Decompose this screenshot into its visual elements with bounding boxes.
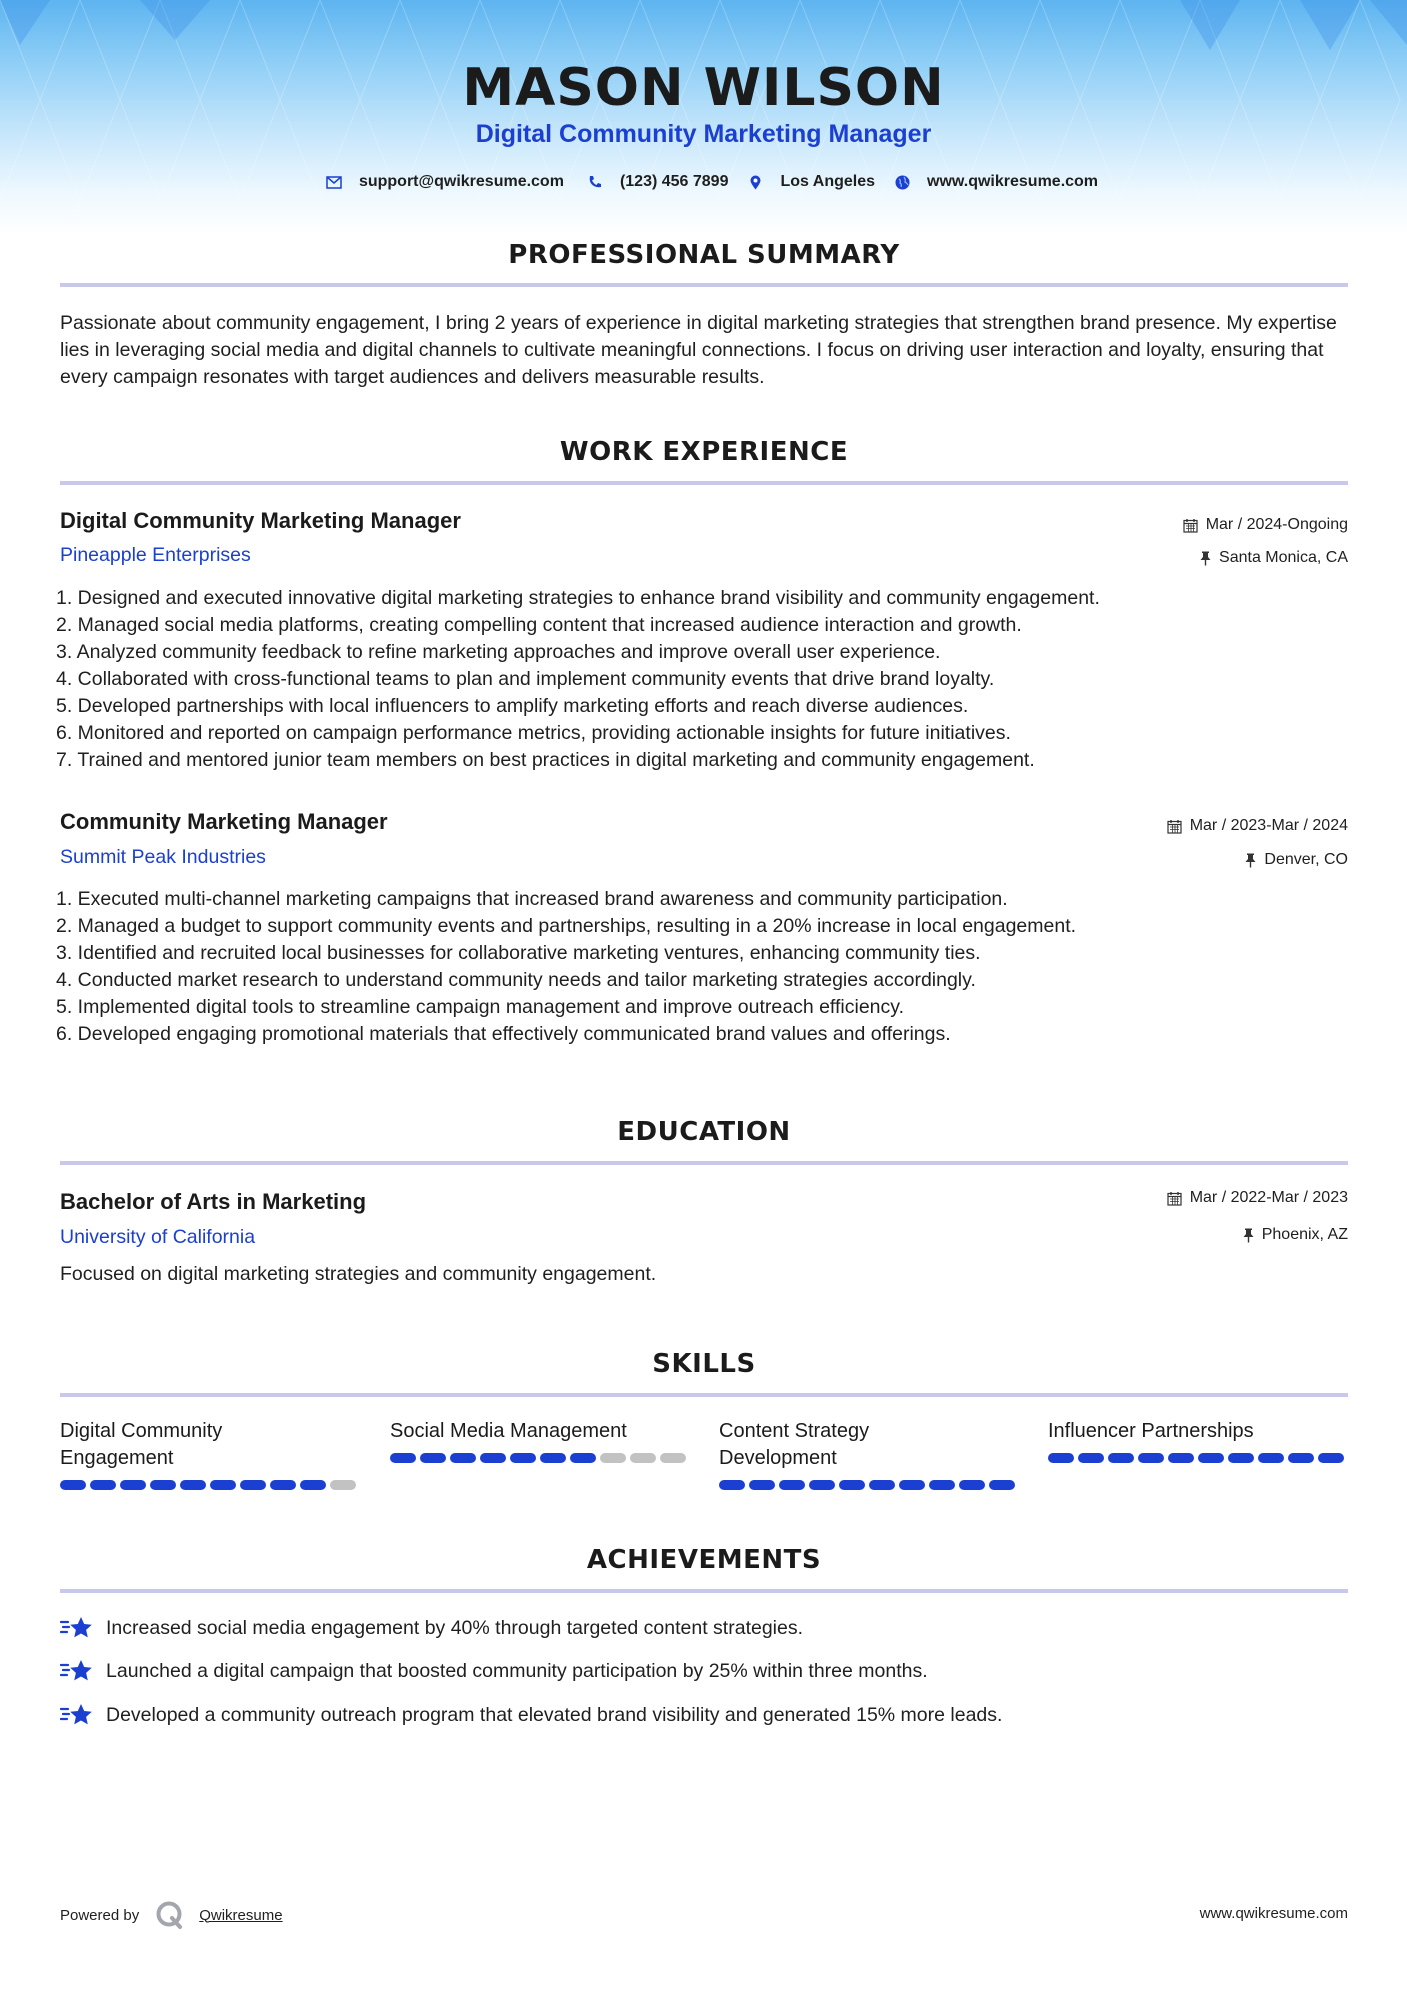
skill-rating (60, 1480, 360, 1490)
skill-item (719, 1418, 1019, 1490)
rating-dot-filled (570, 1453, 596, 1463)
qwikresume-link[interactable]: Qwikresume (199, 1906, 283, 1924)
rating-dot-empty (660, 1453, 686, 1463)
education-dates (1167, 1189, 1348, 1207)
list-item: 4. Conducted market research to understand community needs and tailor marketing strategies accordingly. (56, 969, 976, 991)
star-icon (60, 1657, 94, 1685)
education-location-text: Phoenix, AZ (1261, 1226, 1348, 1243)
phone-icon (586, 173, 604, 191)
rating-dot-filled (60, 1480, 86, 1490)
section-divider (60, 481, 1348, 485)
job-location-text: Santa Monica, CA (1219, 549, 1348, 566)
skill-rating (1048, 1453, 1348, 1463)
job-dates (1167, 817, 1348, 835)
rating-dot-filled (1048, 1453, 1074, 1463)
school-name: University of California (60, 1226, 256, 1248)
achievement-text: Increased social media engagement by 40% through targeted content strategies. (106, 1616, 804, 1639)
degree-title: Bachelor of Arts in Marketing (60, 1189, 367, 1214)
section-divider (60, 1589, 1348, 1593)
rating-dot-filled (779, 1480, 805, 1490)
skill-name-line: Content Strategy (719, 1420, 870, 1442)
rating-dot-filled (959, 1480, 985, 1490)
skill-item (390, 1418, 690, 1463)
powered-by-label: Powered by (60, 1906, 140, 1924)
pushpin-icon (1243, 1228, 1254, 1243)
education-description: Focused on digital marketing strategies and community engagement. (60, 1263, 657, 1285)
globe-icon (893, 173, 911, 191)
rating-dot-filled (1078, 1453, 1104, 1463)
achievement-item (60, 1701, 1002, 1729)
list-item: 6. Monitored and reported on campaign performance metrics, providing actionable insights for future initiatives. (56, 722, 1011, 744)
achievement-item (60, 1614, 803, 1642)
list-item: 3. Analyzed community feedback to refine marketing approaches and improve overall user experience. (56, 641, 941, 663)
rating-dot-empty (630, 1453, 656, 1463)
skill-rating (390, 1453, 690, 1463)
skill-item (1048, 1418, 1348, 1463)
rating-dot-filled (300, 1480, 326, 1490)
footer-powered-by (60, 1900, 283, 1930)
rating-dot-filled (1138, 1453, 1164, 1463)
rating-dot-filled (1228, 1453, 1254, 1463)
achievements-heading: ACHIEVEMENTS (586, 1545, 822, 1575)
rating-dot-filled (150, 1480, 176, 1490)
contact-phone[interactable] (564, 173, 729, 191)
job-dates-text: Mar / 2023-Mar / 2024 (1189, 817, 1348, 834)
skills-heading: SKILLS (652, 1349, 756, 1379)
skill-name (1048, 1418, 1348, 1445)
contact-bar (0, 173, 1407, 191)
rating-dot-filled (899, 1480, 925, 1490)
experience-heading: WORK EXPERIENCE (559, 437, 849, 467)
list-item: 4. Collaborated with cross-functional teams to plan and implement community events that drive brand loyalty. (56, 668, 995, 690)
candidate-title: Digital Community Marketing Manager (475, 120, 932, 148)
list-item: 1. Executed multi-channel marketing campaigns that increased brand awareness and community participation. (56, 888, 1008, 910)
website-text: www.qwikresume.com (927, 173, 1099, 190)
summary-heading: PROFESSIONAL SUMMARY (508, 240, 900, 270)
rating-dot-filled (719, 1480, 745, 1490)
job-location (1200, 549, 1348, 567)
job-location (1245, 851, 1348, 869)
pushpin-icon (1245, 853, 1256, 868)
pushpin-icon (1200, 551, 1211, 566)
rating-dot-filled (989, 1480, 1015, 1490)
candidate-name: MASON WILSON (462, 58, 945, 118)
rating-dot-filled (210, 1480, 236, 1490)
job-title: Community Marketing Manager (60, 809, 388, 834)
job-bullets (56, 585, 1356, 774)
list-item: 2. Managed social media platforms, creating compelling content that increased audience interaction and growth. (56, 614, 1022, 636)
list-item: 7. Trained and mentored junior team members on best practices in digital marketing and community engagement. (56, 749, 1035, 771)
list-item: 3. Identified and recruited local businesses for collaborative marketing ventures, enhancing community ties. (56, 942, 981, 964)
rating-dot-empty (330, 1480, 356, 1490)
job-dates (1183, 516, 1348, 534)
achievement-text: Launched a digital campaign that boosted community participation by 25% within three months. (106, 1659, 928, 1682)
rating-dot-filled (180, 1480, 206, 1490)
rating-dot-filled (1258, 1453, 1284, 1463)
calendar-icon (1183, 518, 1198, 533)
footer-website[interactable]: www.qwikresume.com (1199, 1905, 1348, 1922)
skill-name (719, 1418, 1019, 1472)
map-pin-icon (746, 173, 764, 191)
skill-rating (719, 1480, 1019, 1490)
summary-text: Passionate about community engagement, I bring 2 years of experience in digital marketing strategies that strengthen brand presence. My expertise lies in leveraging social media and digital channels to cultivate meaningful connections. I focus on driving user interaction and loyalty, ensuring that every campaign resonates with target audiences and delivers measurable results. (60, 312, 1337, 388)
rating-dot-filled (1108, 1453, 1134, 1463)
star-icon (60, 1701, 94, 1729)
email-text: support@qwikresume.com (358, 173, 564, 190)
achievement-text: Developed a community outreach program that elevated brand visibility and generated 15% more leads. (106, 1703, 1003, 1726)
envelope-icon (325, 173, 343, 191)
rating-dot-filled (480, 1453, 506, 1463)
rating-dot-filled (540, 1453, 566, 1463)
rating-dot-filled (90, 1480, 116, 1490)
rating-dot-filled (450, 1453, 476, 1463)
rating-dot-filled (510, 1453, 536, 1463)
rating-dot-filled (420, 1453, 446, 1463)
list-item: 5. Implemented digital tools to streamline campaign management and improve outreach efficiency. (56, 996, 904, 1018)
skill-name-line: Development (719, 1447, 837, 1469)
section-divider (60, 283, 1348, 287)
skill-name-line: Influencer Partnerships (1048, 1420, 1254, 1442)
rating-dot-filled (240, 1480, 266, 1490)
list-item: 5. Developed partnerships with local influencers to amplify marketing efforts and reach diverse audiences. (56, 695, 969, 717)
rating-dot-filled (839, 1480, 865, 1490)
rating-dot-filled (749, 1480, 775, 1490)
list-item: 1. Designed and executed innovative digital marketing strategies to enhance brand visibility and community engagement. (56, 587, 1100, 609)
rating-dot-filled (1318, 1453, 1344, 1463)
list-item: 6. Developed engaging promotional materials that effectively communicated brand values and offerings. (56, 1023, 951, 1045)
star-icon (60, 1614, 94, 1642)
rating-dot-filled (270, 1480, 296, 1490)
rating-dot-empty (600, 1453, 626, 1463)
skill-name-line: Digital Community (60, 1420, 223, 1442)
job-dates-text: Mar / 2024-Ongoing (1205, 516, 1348, 533)
calendar-icon (1167, 819, 1182, 834)
contact-location (728, 173, 875, 191)
rating-dot-filled (120, 1480, 146, 1490)
job-title: Digital Community Marketing Manager (60, 508, 461, 533)
contact-email[interactable] (309, 173, 564, 191)
rating-dot-filled (1198, 1453, 1224, 1463)
location-text: Los Angeles (780, 173, 876, 190)
list-item: 2. Managed a budget to support community events and partnerships, resulting in a 20% increase in local engagement. (56, 915, 1077, 937)
job-location-text: Denver, CO (1264, 851, 1348, 868)
section-divider (60, 1161, 1348, 1165)
skill-name-line: Engagement (60, 1447, 174, 1469)
calendar-icon (1167, 1191, 1182, 1206)
resume-header (0, 0, 1407, 235)
skill-name-line: Social Media Management (390, 1420, 627, 1442)
skill-name (60, 1418, 360, 1472)
phone-text: (123) 456 7899 (619, 173, 729, 190)
section-divider (60, 1393, 1348, 1397)
skill-name (390, 1418, 690, 1445)
rating-dot-filled (929, 1480, 955, 1490)
qwikresume-logo-icon (155, 1900, 185, 1930)
skill-item (60, 1418, 360, 1490)
job-company: Summit Peak Industries (60, 846, 266, 868)
education-heading: EDUCATION (617, 1117, 791, 1147)
job-bullets (56, 886, 1356, 1048)
rating-dot-filled (1288, 1453, 1314, 1463)
education-dates-text: Mar / 2022-Mar / 2023 (1189, 1189, 1348, 1206)
contact-website[interactable] (875, 173, 1098, 191)
job-company: Pineapple Enterprises (60, 544, 251, 566)
rating-dot-filled (390, 1453, 416, 1463)
education-location (1243, 1226, 1348, 1244)
rating-dot-filled (1168, 1453, 1194, 1463)
rating-dot-filled (869, 1480, 895, 1490)
rating-dot-filled (809, 1480, 835, 1490)
achievement-item (60, 1657, 928, 1685)
